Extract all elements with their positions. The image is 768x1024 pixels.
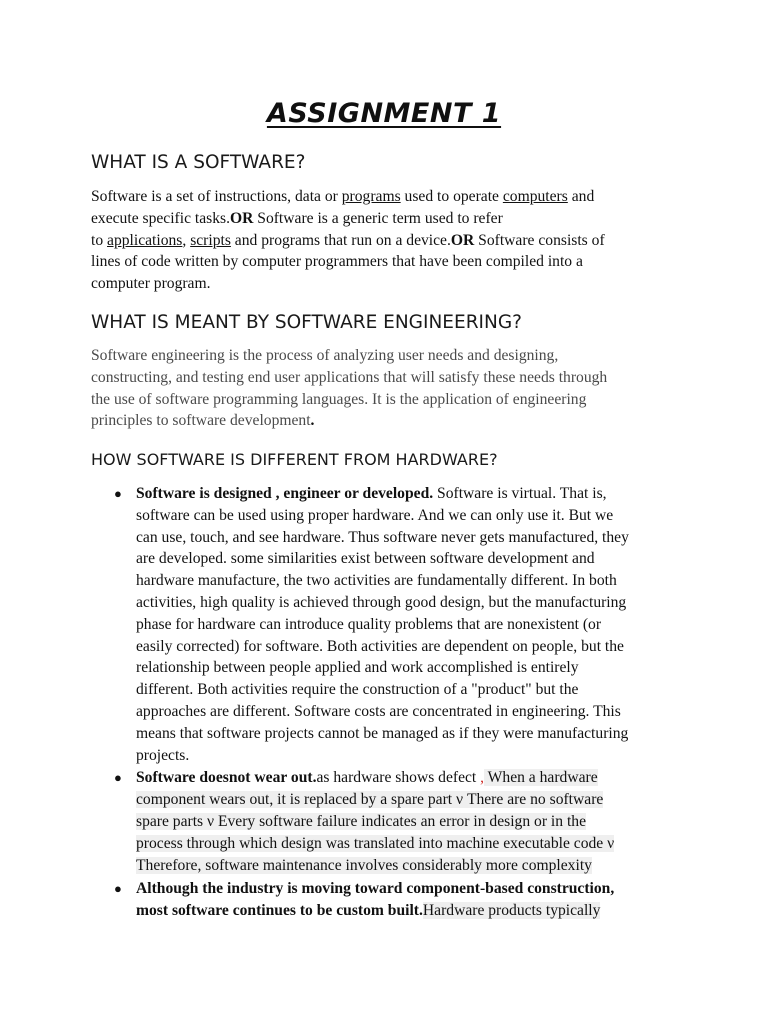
difference-bullet-list (114, 483, 696, 922)
paragraph-line: the use of software programming languages. It is the application of engineering (91, 390, 587, 408)
section-heading-software-engineering: WHAT IS MEANT BY SOFTWARE ENGINEERING? (91, 312, 522, 333)
list-item: ● Software is designed , engineer or developed. Software is virtual. That is, software can be used using proper hardware. And we can only use it. But we can use, touch, and see hardware. Thus software never gets manufactured, they are developed. some similarities exist between software development and hardware manufacture, the two activities are fundamentally different. In both activities, high quality is achieved through good design, but the manufacturing phase for hardware can introduce quality problems that are nonexistent (or easily corrected) for software. Both activities are dependent on people, but the relationship between people applied and work accomplished is entirely different. Both activities require the construction of a "product" but the approaches are different. Software costs are concentrated in engineering. This means that software projects cannot be managed as if they were manufacturing projects. (114, 485, 629, 764)
bullet-icon: ● (114, 881, 122, 897)
paragraph-line: principles to software development. (91, 412, 315, 430)
definition-paragraph (91, 186, 691, 295)
section-heading-software-vs-hardware: HOW SOFTWARE IS DIFFERENT FROM HARDWARE? (91, 450, 498, 469)
engineering-paragraph (91, 345, 691, 432)
paragraph-line: execute specific tasks.OR Software is a generic term used to refer (91, 209, 503, 227)
paragraph-line: Software is a set of instructions, data or programs used to operate computers and (91, 188, 595, 205)
scripts-link[interactable]: scripts (190, 231, 231, 249)
paragraph-line: constructing, and testing end user applications that will satisfy these needs through (91, 368, 608, 386)
bullet-icon: ● (114, 486, 122, 501)
page-title: ASSIGNMENT 1 (266, 98, 502, 129)
section-heading-what-is-software: WHAT IS A SOFTWARE? (91, 152, 306, 173)
applications-link[interactable]: applications (107, 231, 183, 249)
paragraph-line: lines of code written by computer programmers that have been compiled into a (91, 253, 583, 271)
paragraph-line: to applications, scripts and programs that run on a device.OR Software consists of (91, 231, 605, 249)
programs-link[interactable]: programs (341, 188, 401, 205)
paragraph-line: computer program. (91, 275, 211, 293)
list-item: ● Although the industry is moving toward component-based construction, most software continues to be custom built.Hardware products typically (114, 880, 615, 920)
computers-link[interactable]: computers (502, 188, 568, 205)
bullet-icon: ● (114, 770, 122, 786)
paragraph-line: Software engineering is the process of analyzing user needs and designing, (91, 347, 559, 364)
list-item: ● Software doesnot wear out.as hardware shows defect , When a hardware component wears out, it is replaced by a spare part ν There are no software spare parts ν Every software failure indicates an error in design or in the process through which design was translated into machine executable code ν Therefore, software maintenance involves considerably more complexity (114, 769, 615, 874)
